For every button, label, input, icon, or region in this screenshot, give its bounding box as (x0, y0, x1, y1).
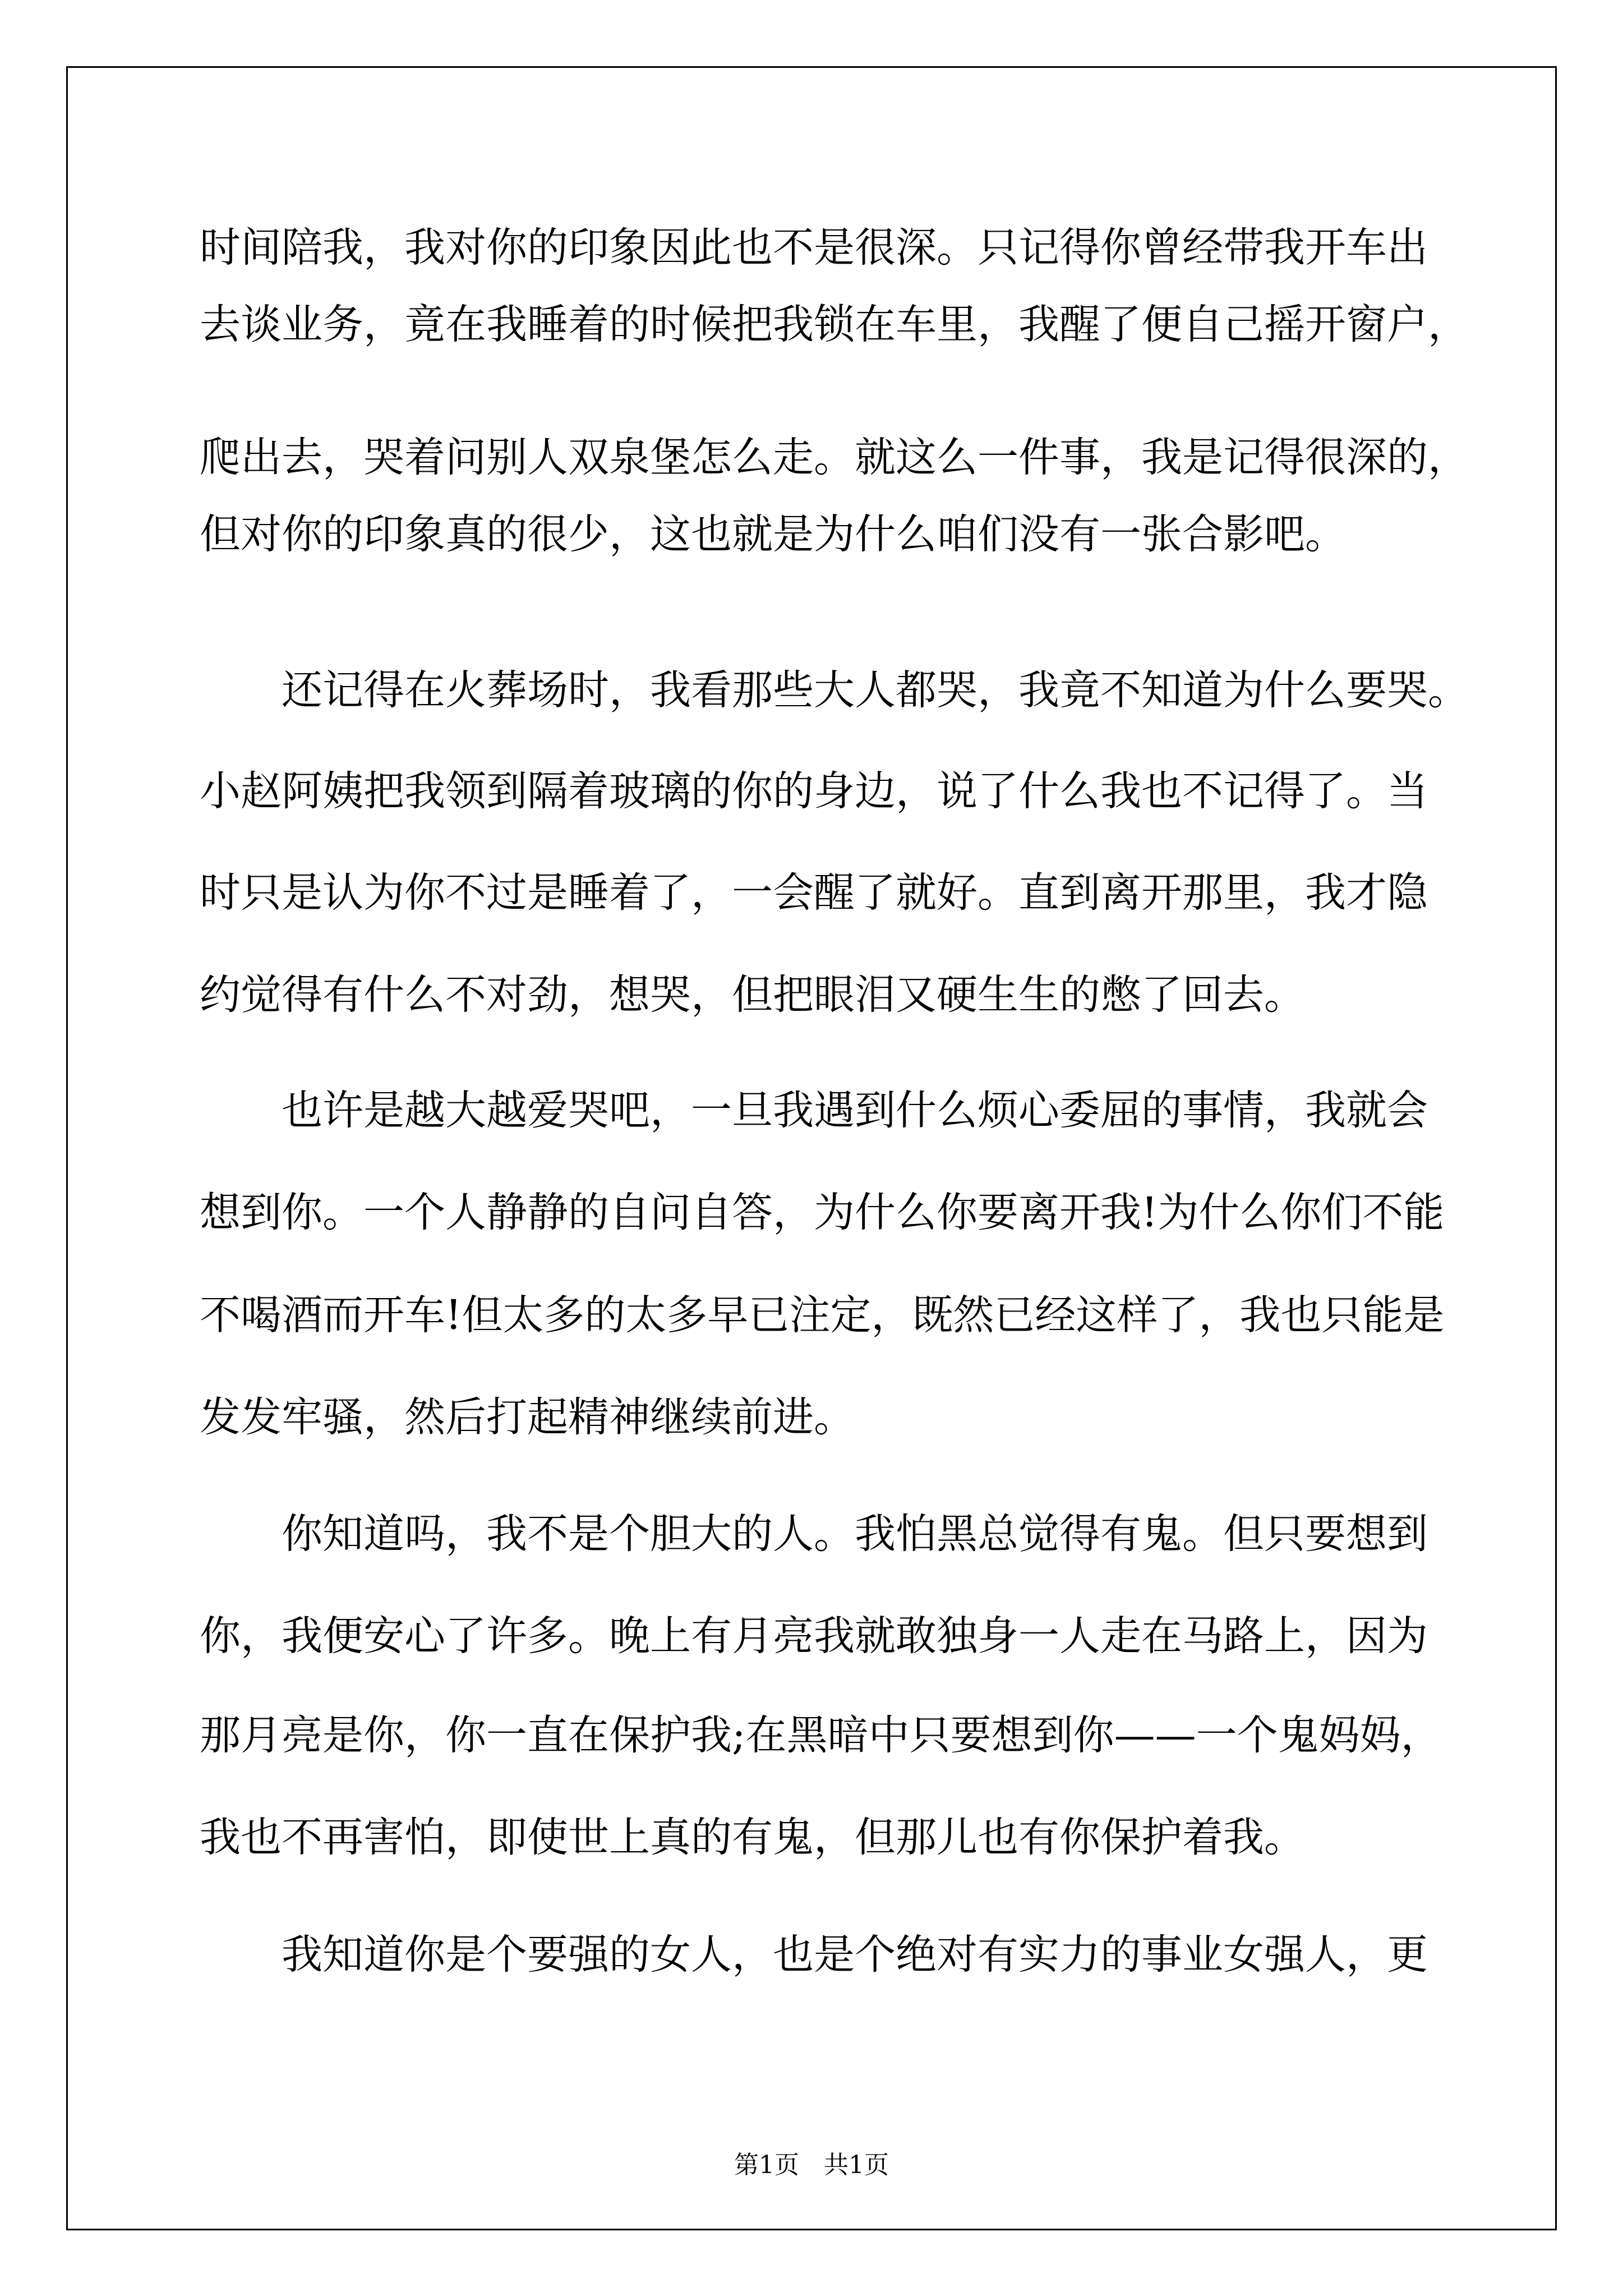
text-line: 你，我便安心了许多。晚上有月亮我就敢独身一人走在马路上，因为 (200, 1612, 1428, 1660)
text-line: 也许是越大越爱哭吧，一旦我遇到什么烦心委屈的事情，我就会 (282, 1087, 1428, 1134)
page-border (66, 66, 1557, 2230)
text-line: 不喝酒而开车!但太多的太多早已注定，既然已经这样了，我也只能是 (200, 1291, 1445, 1339)
text-line: 你知道吗，我不是个胆大的人。我怕黑总觉得有鬼。但只要想到 (282, 1510, 1428, 1558)
text-line: 时间陪我，我对你的印象因此也不是很深。只记得你曾经带我开车出 (200, 224, 1428, 272)
text-line: 那月亮是你，你一直在保护我;在黑暗中只要想到你——一个鬼妈妈， (200, 1711, 1442, 1759)
text-line: 爬出去，哭着问别人双泉堡怎么走。就这么一件事，我是记得很深的， (200, 434, 1469, 481)
text-line: 我知道你是个要强的女人，也是个绝对有实力的事业女强人，更 (282, 1931, 1428, 1978)
text-line: 小赵阿姨把我领到隔着玻璃的你的身边，说了什么我也不记得了。当 (200, 767, 1428, 815)
text-line: 还记得在火葬场时，我看那些大人都哭，我竟不知道为什么要哭。 (282, 666, 1469, 714)
text-line: 但对你的印象真的很少，这也就是为什么咱们没有一张合影吧。 (200, 510, 1346, 558)
text-line: 我也不再害怕，即使世上真的有鬼，但那儿也有你保护着我。 (200, 1814, 1305, 1861)
text-line: 去谈业务，竟在我睡着的时候把我锁在车里，我醒了便自己摇开窗户， (200, 301, 1469, 348)
page-footer: 第1页 共1页 (734, 2151, 889, 2179)
text-line: 约觉得有什么不对劲，想哭，但把眼泪又硬生生的憋了回去。 (200, 971, 1305, 1019)
text-line: 发发牢骚，然后打起精神继续前进。 (200, 1393, 855, 1441)
text-line: 想到你。一个人静静的自问自答，为什么你要离开我!为什么你们不能 (200, 1189, 1445, 1236)
text-line: 时只是认为你不过是睡着了，一会醒了就好。直到离开那里，我才隐 (200, 869, 1428, 917)
